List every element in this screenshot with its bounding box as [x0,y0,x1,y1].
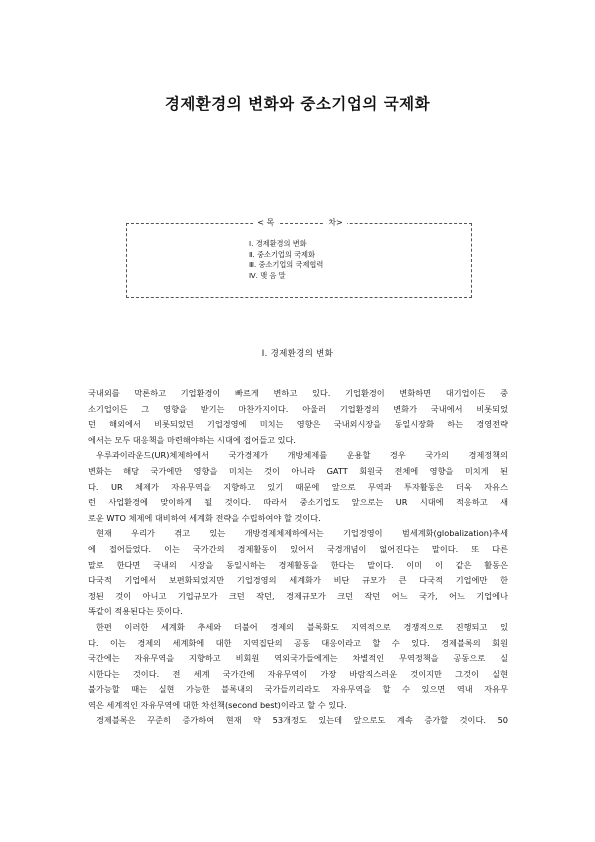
text-line: 불가능할 때는 실현 가능한 블록내의 국가들끼리라도 자유무역을 할 수 있으면 역내 자유무 [88,684,508,695]
text-line: 국내외를 막론하고 기업환경이 빠르게 변하고 있다. 기업환경이 변화하면 대기업이든 중 [88,388,508,398]
text-line: 똑같이 적용된다는 뜻이다. [88,606,183,617]
text-line: 다. 이는 경제의 세계화에 대한 지역집단의 공동 대응이라고 할 수 있다. 경제블록의 회원 [88,637,508,648]
text-line: 현재 우리가 겪고 있는 개방경제체제하에서는 기업경영이 범세계화(globalization)추세 [96,528,508,539]
text-line: 국간에는 자유무역을 지향하고 비회원 역외국가들에게는 차별적인 무역정책을 공동으로 실 [88,653,508,664]
text-line: 로운 WTO 체제에 대비하여 세계화 전략을 수립하여야 할 것이다. [88,512,321,523]
text-line: 시한다는 것이다. 전 세계 국가간에 자유무역이 가장 바람직스러운 것이지만 그것이 실현 [88,668,508,679]
text-line: 에서는 모두 대응책을 마련해야하는 시대에 접어들고 있다. [88,434,297,445]
toc-heading [127,217,473,228]
toc-item: Ⅱ. 중소기업의 국제화 [249,249,315,259]
toc-list [249,239,323,281]
text-line: 다국적 기업에서 보편화되었지만 기업경영의 세계화가 비단 규모가 큰 다국적 기업에만 한 [88,575,508,586]
text-line: 에 접어들었다. 이는 국가간의 경제활동이 있어서 국경개념이 없어진다는 말이다. 또 다른 [88,543,508,554]
toc-item: Ⅳ. 맺 음 말 [249,270,286,280]
text-line: 다. UR 체제가 자유무역을 지향하고 있기 때문에 앞으로 무역과 투자활동은 더욱 자유스 [88,481,508,492]
document-title: 경제환경의 변화와 중소기업의 국제화 [164,95,431,113]
text-line: 소기업이든 그 영향을 받기는 마찬가지이다. 아울러 기업환경의 변화가 국내에서 비롯되었 [88,403,508,414]
section-title: Ⅰ. 경제환경의 변화 [261,349,334,359]
text-line: 한편 이러한 세계화 추세와 더불어 경제의 블록화도 지역적으로 경쟁적으로 진행되고 있 [96,621,508,632]
toc-item: Ⅲ. 중소기업의 국제협력 [249,260,324,269]
text-line: 우루과이라운드(UR)체제하에서 국가경제가 개방체제를 운용할 경우 국가의 경제정책의 [96,450,508,461]
text-line: 역은 세계적인 자유무역에 대한 차선책(second best)이라고 할 수 있다. [88,699,347,710]
text-line: 경제블록은 꾸준히 증가하여 현재 약 53개정도 있는데 앞으로도 계속 증가할 것이다. 50 [96,715,508,726]
text-line: 말로 한다면 국내의 시장을 동일시하는 경제활동을 한다는 말이다. 이미 이 같은 활동은 [88,559,508,570]
table-of-contents-box [126,218,472,298]
body-text [88,386,508,729]
toc-heading-left: < 목 [253,218,278,227]
toc-heading-right: 차> [324,218,346,227]
text-line: 정된 것이 아니고 기업규모가 크던 작던, 경제규모가 크던 작던 어느 국가, 어느 기업에나 [88,590,508,601]
toc-item: Ⅰ. 경제환경의 변화 [249,239,307,248]
text-line: 런 사업환경에 맞이하게 될 것이다. 따라서 중소기업도 앞으로는 UR 시대에 적응하고 새 [88,497,508,508]
text-line: 변화는 해당 국가에만 영향을 미치는 것이 아니라 GATT 회원국 전체에 영향을 미치게 된 [88,465,508,476]
text-line: 던 해외에서 비롯되었던 기업경영에 미치는 영향은 국내외시장을 동일시장화 하는 경영전략 [88,419,508,430]
